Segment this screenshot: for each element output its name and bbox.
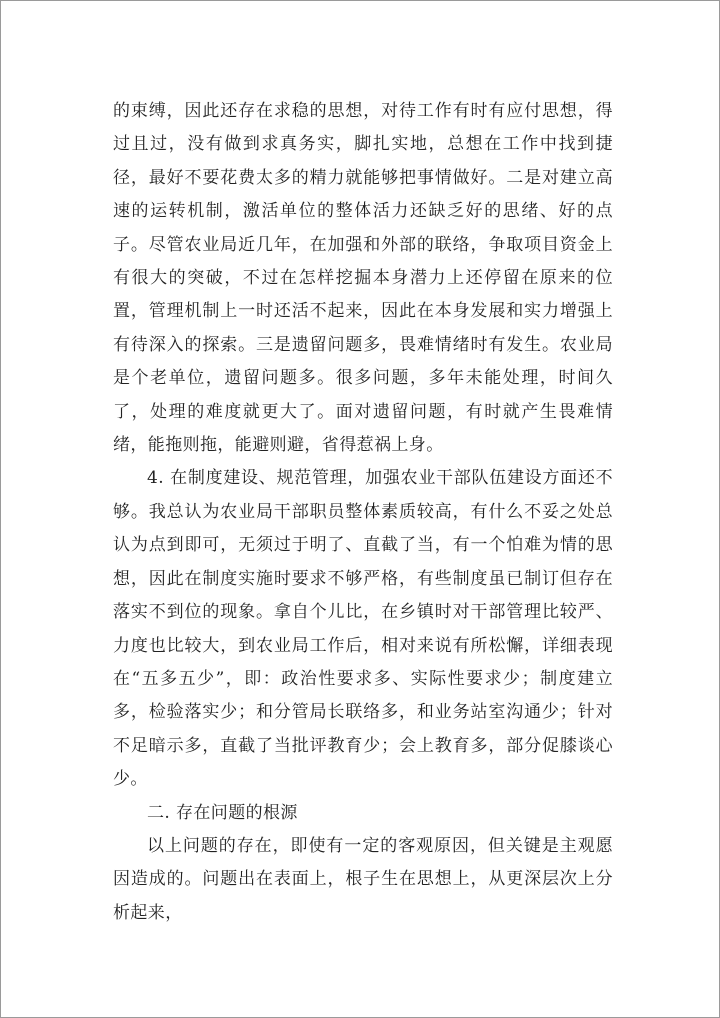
paragraph-item-4: 4. 在制度建设、规范管理，加强农业干部队伍建设方面还不够。我总认为农业局干部职员整体素质较高，有什么不妥之处总认为点到即可，无须过于明了、直截了当，有一个怕难为情的思想，因此在制度实施时要求不够严格，有些制度虽已制订但存在落实不到位的现象。拿自个儿比，在乡镇时对干部管理比较严、力度也比较大，到农业局工作后，相对来说有所松懈，详细表现在“五多五少”，即：政治性要求多、实际性要求少；制度建立多，检验落实少；和分管局长联络多，和业务站室沟通少；针对不足暗示多，直截了当批评教育少；会上教育多，部分促膝谈心少。 (113, 468, 613, 790)
section-heading: 二. 存在问题的根源 (147, 802, 298, 823)
paragraph-continued: 的束缚，因此还存在求稳的思想，对待工作有时有应付思想，得过且过，没有做到求真务实，脚扎实地，总想在工作中找到捷径，最好不要花费太多的精力就能够把事情做好。二是对建立高速的运转机制，激活单位的整体活力还缺乏好的思绪、好的点子。尽管农业局近几年，在加强和外部的联络，争取项目资金上有很大的突破，不过在怎样挖掘本身潜力上还停留在原来的位置，管理机制上一时还活不起来，因此在本身发展和实力增强上有待深入的探索。三是遗留问题多，畏难情绪时有发生。农业局是个老单位，遗留问题多。很多问题，多年未能处理，时间久了，处理的难度就更大了。面对遗留问题，有时就产生畏难情绪，能拖则拖，能避则避，省得惹祸上身。 (113, 101, 613, 456)
paragraph-root-causes: 以上问题的存在，即使有一定的客观原因，但关键是主观愿因造成的。问题出在表面上，根子生在思想上，从更深层次上分析起来， (113, 835, 613, 923)
document-body (113, 95, 613, 930)
